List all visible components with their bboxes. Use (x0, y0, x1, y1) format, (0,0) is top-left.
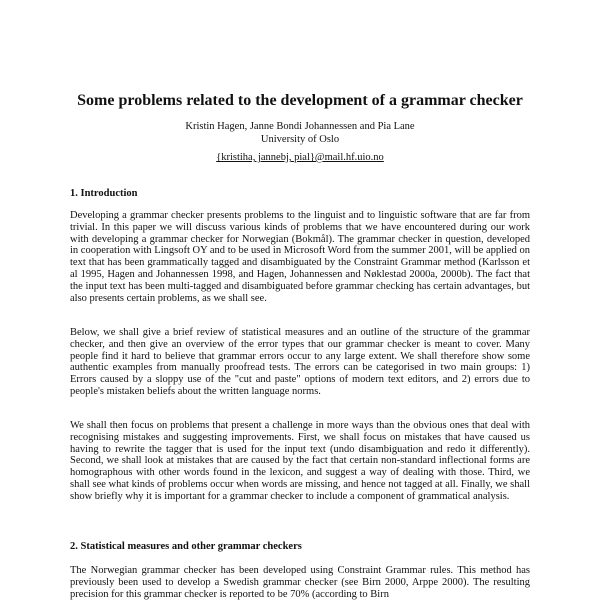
author-block (0, 120, 600, 146)
author-names: Kristin Hagen, Janne Bondi Johannessen and Pia Lane (185, 121, 415, 132)
intro-paragraph-1: Developing a grammar checker presents problems to the linguist and to linguistic software that are far from trivial. In this paper we will discuss various kinds of problems that we have encountered during our work with developing a grammar checker for Norwegian (Bokmål). The grammar checker in question, developed in cooperation with Lingsoft OY and to be used in Microsoft Word from the summer 2001, will be applied on text that has been grammatically tagged and disambiguated by the Constraint Grammar method (Karlsson et al 1995, Hagen and Johannessen 1998, and Hagen, Johannessen and Nøklestad 2000a, 2000b). The fact that the input text has been multi-tagged and disambiguated before grammar checking has certain advantages, but also presents certain problems, as we shall see. (70, 210, 530, 304)
paper-title: Some problems related to the development of a grammar checker (77, 92, 523, 109)
section-heading-statistical-measures: 2. Statistical measures and other grammar checkers (70, 541, 302, 552)
intro-paragraph-2: Below, we shall give a brief review of statistical measures and an outline of the structure of the grammar checker, and then give an overview of the error types that our grammar checker is meant to cover. Many people find it hard to believe that grammar errors occur to any large extent. We shall therefore show some authentic examples from manually proofread tests. The errors can be categorised in two main groups: 1) Errors caused by a sloppy use of the "cut and paste" options of modern text editors, and 2) errors due to people's mistaken beliefs about the written language norms. (70, 327, 530, 397)
affiliation: University of Oslo (260, 134, 340, 145)
section-heading-introduction: 1. Introduction (70, 188, 138, 199)
statistics-paragraph-1: The Norwegian grammar checker has been developed using Constraint Grammar rules. This method has previously been used to develop a Swedish grammar checker (see Birn 2000, Arppe 2000). The resulting precision for this grammar checker is reported to be 70% (according to Birn (70, 565, 530, 600)
intro-paragraph-3: We shall then focus on problems that present a challenge in more ways than the obvious ones that deal with recognising mistakes and suggesting improvements. First, we shall focus on mistakes that have caused us having to rewrite the tagger that is used for the input text (undo disambiguation and redo it differently). Second, we shall look at mistakes that are caused by the fact that certain non-standard inflectional forms are homographous with other words found in the lexicon, and suggest a way of dealing with those. Third, we shall see what kinds of problems occur when words are missing, and hence not tagged at all. Finally, we shall show briefly why it is important for a grammar checker to include a component of grammatical analysis. (70, 420, 530, 502)
author-email-link[interactable]: {kristiha, jannebj, pial}@mail.hf.uio.no (216, 152, 384, 163)
